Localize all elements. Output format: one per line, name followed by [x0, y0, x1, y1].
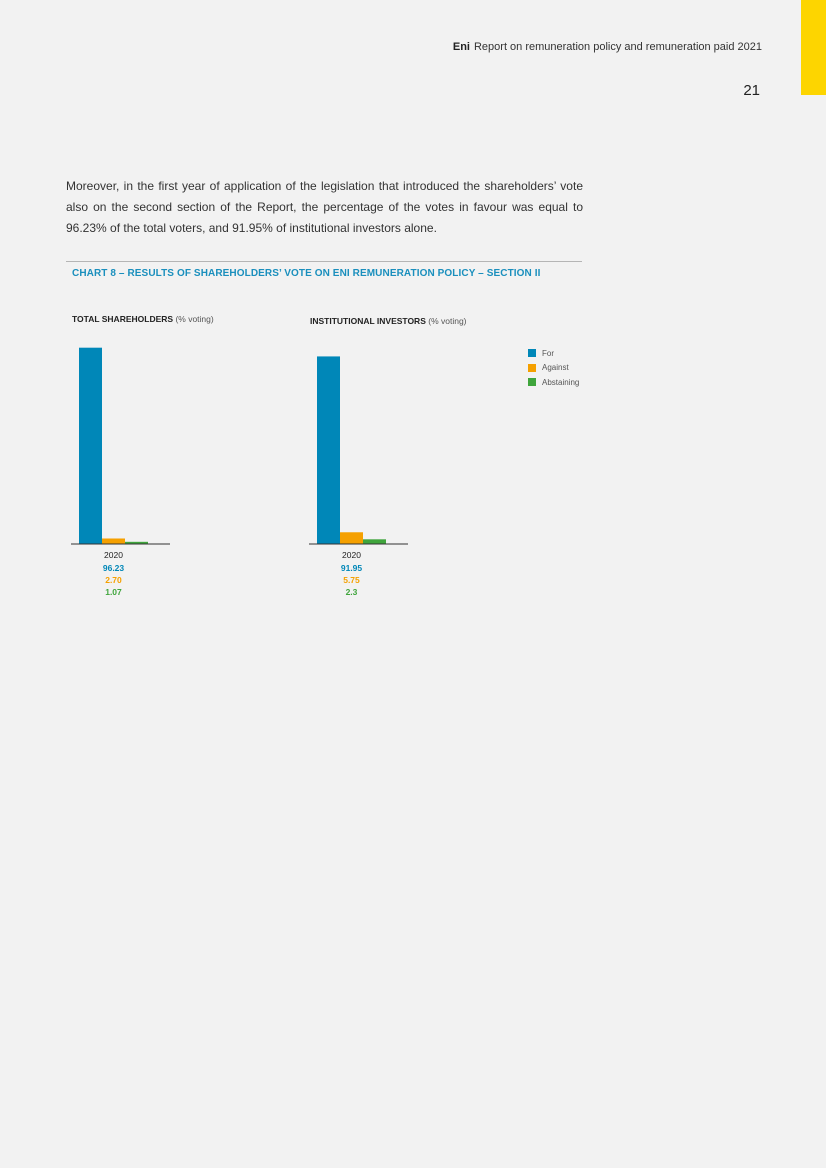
chart-1-value-against: 2.70: [105, 575, 122, 585]
report-title: Report on remuneration policy and remuneration paid 2021: [473, 41, 762, 53]
body-paragraph: Moreover, in the first year of application of the legislation that introduced the shareholders’ vote also on the second section of the Report, the percentage of the votes in favour was equal to 96.23% of the total voters, and 91.95% of institutional investors alone.: [66, 179, 583, 235]
chart-2-value-for: 91.95: [340, 563, 363, 573]
chart-2-title-text: INSTITUTIONAL INVESTORS: [310, 316, 426, 326]
chart-1-value-for: 96.23: [102, 563, 125, 573]
chart-1-value-abstaining: 1.07: [105, 587, 122, 597]
chart-1-bar-against: [102, 538, 125, 544]
legend-label-abstaining: Abstaining: [542, 377, 580, 387]
chart-1-title-text: TOTAL SHAREHOLDERS: [72, 314, 174, 324]
legend-label-for: For: [542, 348, 554, 358]
chart-2-bar-for: [317, 356, 340, 544]
chart-title: CHART 8 – RESULTS OF SHAREHOLDERS’ VOTE ON ENI REMUNERATION POLICY – SECTION II: [72, 268, 541, 279]
chart-2-bar-abstaining: [363, 539, 386, 544]
chart-1-bar-for: [79, 348, 102, 544]
chart-2-value-against: 5.75: [343, 575, 360, 585]
legend-label-against: Against: [542, 363, 569, 373]
chart-2-title-unit: (% voting): [428, 316, 467, 326]
page-number: 21: [743, 82, 760, 99]
chart-1-category-label: 2020: [104, 550, 123, 560]
chart-2-value-abstaining: 2.3: [345, 587, 358, 597]
chart-2-category-label: 2020: [342, 550, 361, 560]
brand-name: Eni: [452, 41, 470, 53]
chart-1-title-unit: (% voting): [175, 314, 214, 324]
chart-2-bar-against: [340, 532, 363, 544]
